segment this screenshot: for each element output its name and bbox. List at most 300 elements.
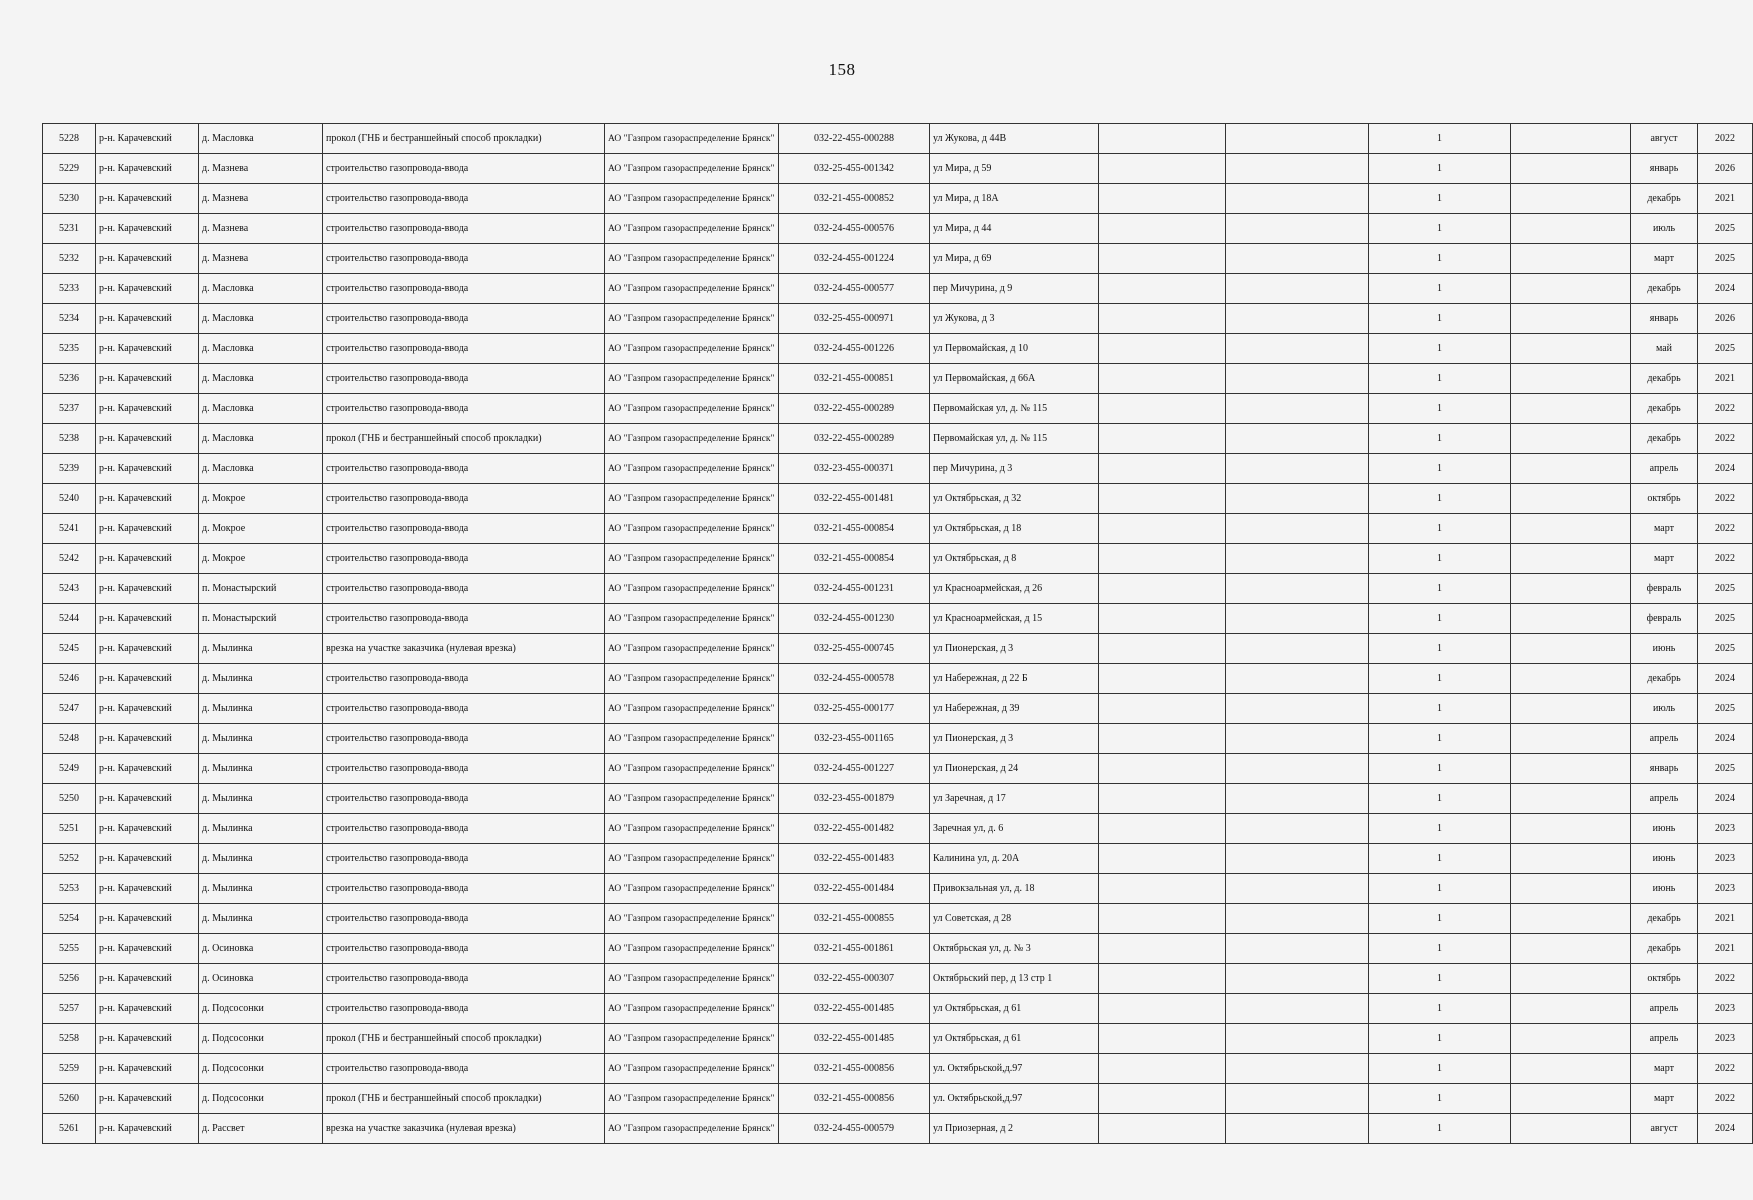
year-cell: 2025 xyxy=(1698,574,1753,604)
work-type-cell: строительство газопровода-ввода xyxy=(323,994,605,1024)
row-number: 5249 xyxy=(43,754,96,784)
table-row xyxy=(43,424,1753,454)
organization-cell: АО "Газпром газораспределение Брянск" xyxy=(605,754,779,784)
organization-cell: АО "Газпром газораспределение Брянск" xyxy=(605,664,779,694)
count-cell: 1 xyxy=(1369,484,1511,514)
table-row xyxy=(43,784,1753,814)
work-type-cell: строительство газопровода-ввода xyxy=(323,724,605,754)
row-number: 5254 xyxy=(43,904,96,934)
application-code-cell: 032-25-455-001342 xyxy=(779,154,930,184)
settlement-cell: д. Масловка xyxy=(199,364,323,394)
table-row xyxy=(43,544,1753,574)
month-cell: декабрь xyxy=(1631,664,1698,694)
empty-cell xyxy=(1099,514,1226,544)
application-code-cell: 032-21-455-000855 xyxy=(779,904,930,934)
application-code-cell: 032-24-455-001227 xyxy=(779,754,930,784)
empty-cell xyxy=(1511,814,1631,844)
table-row xyxy=(43,304,1753,334)
row-number: 5243 xyxy=(43,574,96,604)
empty-cell xyxy=(1511,634,1631,664)
settlement-cell: д. Масловка xyxy=(199,394,323,424)
month-cell: декабрь xyxy=(1631,364,1698,394)
settlement-cell: д. Мазнева xyxy=(199,184,323,214)
row-number: 5253 xyxy=(43,874,96,904)
address-cell: ул Мира, д 59 xyxy=(930,154,1099,184)
empty-cell xyxy=(1099,664,1226,694)
work-type-cell: строительство газопровода-ввода xyxy=(323,934,605,964)
work-type-cell: строительство газопровода-ввода xyxy=(323,514,605,544)
address-cell: пер Мичурина, д 9 xyxy=(930,274,1099,304)
table-row xyxy=(43,214,1753,244)
empty-cell xyxy=(1099,364,1226,394)
row-number: 5234 xyxy=(43,304,96,334)
district-cell: р-н. Карачевский xyxy=(96,694,199,724)
count-cell: 1 xyxy=(1369,874,1511,904)
address-cell: Первомайская ул, д. № 115 xyxy=(930,394,1099,424)
empty-cell xyxy=(1511,334,1631,364)
district-cell: р-н. Карачевский xyxy=(96,874,199,904)
address-cell: ул Первомайская, д 66А xyxy=(930,364,1099,394)
work-type-cell: строительство газопровода-ввода xyxy=(323,364,605,394)
row-number: 5233 xyxy=(43,274,96,304)
address-cell: Первомайская ул, д. № 115 xyxy=(930,424,1099,454)
count-cell: 1 xyxy=(1369,454,1511,484)
organization-cell: АО "Газпром газораспределение Брянск" xyxy=(605,964,779,994)
application-code-cell: 032-21-455-000854 xyxy=(779,514,930,544)
organization-cell: АО "Газпром газораспределение Брянск" xyxy=(605,454,779,484)
organization-cell: АО "Газпром газораспределение Брянск" xyxy=(605,814,779,844)
row-number: 5235 xyxy=(43,334,96,364)
empty-cell xyxy=(1099,814,1226,844)
empty-cell xyxy=(1511,394,1631,424)
district-cell: р-н. Карачевский xyxy=(96,1024,199,1054)
year-cell: 2024 xyxy=(1698,274,1753,304)
table-row xyxy=(43,484,1753,514)
row-number: 5241 xyxy=(43,514,96,544)
settlement-cell: д. Подсосонки xyxy=(199,994,323,1024)
district-cell: р-н. Карачевский xyxy=(96,184,199,214)
empty-cell xyxy=(1226,1024,1369,1054)
year-cell: 2022 xyxy=(1698,124,1753,154)
address-cell: ул Октябрьская, д 61 xyxy=(930,994,1099,1024)
empty-cell xyxy=(1511,784,1631,814)
application-code-cell: 032-21-455-000856 xyxy=(779,1084,930,1114)
empty-cell xyxy=(1511,754,1631,784)
row-number: 5230 xyxy=(43,184,96,214)
month-cell: декабрь xyxy=(1631,394,1698,424)
count-cell: 1 xyxy=(1369,1114,1511,1144)
address-cell: Октябрьская ул, д. № 3 xyxy=(930,934,1099,964)
empty-cell xyxy=(1226,994,1369,1024)
district-cell: р-н. Карачевский xyxy=(96,994,199,1024)
application-code-cell: 032-24-455-001230 xyxy=(779,604,930,634)
work-type-cell: строительство газопровода-ввода xyxy=(323,574,605,604)
address-cell: ул. Октябрьской,д.97 xyxy=(930,1054,1099,1084)
year-cell: 2021 xyxy=(1698,364,1753,394)
empty-cell xyxy=(1099,1084,1226,1114)
settlement-cell: п. Монастырский xyxy=(199,574,323,604)
work-type-cell: строительство газопровода-ввода xyxy=(323,904,605,934)
count-cell: 1 xyxy=(1369,574,1511,604)
empty-cell xyxy=(1099,304,1226,334)
district-cell: р-н. Карачевский xyxy=(96,544,199,574)
empty-cell xyxy=(1511,874,1631,904)
empty-cell xyxy=(1099,724,1226,754)
address-cell: ул Октябрьская, д 32 xyxy=(930,484,1099,514)
empty-cell xyxy=(1511,1024,1631,1054)
year-cell: 2025 xyxy=(1698,244,1753,274)
district-cell: р-н. Карачевский xyxy=(96,934,199,964)
district-cell: р-н. Карачевский xyxy=(96,154,199,184)
application-code-cell: 032-25-455-000177 xyxy=(779,694,930,724)
organization-cell: АО "Газпром газораспределение Брянск" xyxy=(605,274,779,304)
table-row xyxy=(43,754,1753,784)
month-cell: январь xyxy=(1631,304,1698,334)
application-code-cell: 032-22-455-001484 xyxy=(779,874,930,904)
empty-cell xyxy=(1099,124,1226,154)
address-cell: ул Октябрьская, д 61 xyxy=(930,1024,1099,1054)
count-cell: 1 xyxy=(1369,154,1511,184)
settlement-cell: д. Мокрое xyxy=(199,544,323,574)
month-cell: декабрь xyxy=(1631,184,1698,214)
settlement-cell: д. Осиновка xyxy=(199,964,323,994)
row-number: 5260 xyxy=(43,1084,96,1114)
table-row xyxy=(43,934,1753,964)
empty-cell xyxy=(1226,784,1369,814)
organization-cell: АО "Газпром газораспределение Брянск" xyxy=(605,334,779,364)
address-cell: ул Пионерская, д 3 xyxy=(930,634,1099,664)
work-type-cell: строительство газопровода-ввода xyxy=(323,214,605,244)
empty-cell xyxy=(1226,724,1369,754)
table-row xyxy=(43,514,1753,544)
empty-cell xyxy=(1511,364,1631,394)
row-number: 5248 xyxy=(43,724,96,754)
empty-cell xyxy=(1226,574,1369,604)
district-cell: р-н. Карачевский xyxy=(96,124,199,154)
month-cell: май xyxy=(1631,334,1698,364)
settlement-cell: п. Монастырский xyxy=(199,604,323,634)
settlement-cell: д. Мокрое xyxy=(199,484,323,514)
month-cell: февраль xyxy=(1631,604,1698,634)
empty-cell xyxy=(1226,124,1369,154)
application-code-cell: 032-24-455-001226 xyxy=(779,334,930,364)
settlement-cell: д. Мылинка xyxy=(199,904,323,934)
work-type-cell: строительство газопровода-ввода xyxy=(323,874,605,904)
empty-cell xyxy=(1511,304,1631,334)
empty-cell xyxy=(1511,484,1631,514)
organization-cell: АО "Газпром газораспределение Брянск" xyxy=(605,244,779,274)
table-row xyxy=(43,844,1753,874)
application-code-cell: 032-22-455-000307 xyxy=(779,964,930,994)
table-row xyxy=(43,124,1753,154)
year-cell: 2025 xyxy=(1698,604,1753,634)
work-type-cell: врезка на участке заказчика (нулевая врезка) xyxy=(323,634,605,664)
year-cell: 2024 xyxy=(1698,664,1753,694)
address-cell: ул Красноармейская, д 26 xyxy=(930,574,1099,604)
empty-cell xyxy=(1226,904,1369,934)
table-row xyxy=(43,814,1753,844)
month-cell: декабрь xyxy=(1631,274,1698,304)
district-cell: р-н. Карачевский xyxy=(96,304,199,334)
row-number: 5237 xyxy=(43,394,96,424)
empty-cell xyxy=(1099,1054,1226,1084)
district-cell: р-н. Карачевский xyxy=(96,514,199,544)
gas-connection-table xyxy=(42,123,1753,1144)
year-cell: 2023 xyxy=(1698,814,1753,844)
settlement-cell: д. Мылинка xyxy=(199,664,323,694)
address-cell: пер Мичурина, д 3 xyxy=(930,454,1099,484)
empty-cell xyxy=(1099,574,1226,604)
count-cell: 1 xyxy=(1369,274,1511,304)
month-cell: июнь xyxy=(1631,874,1698,904)
empty-cell xyxy=(1511,154,1631,184)
district-cell: р-н. Карачевский xyxy=(96,334,199,364)
settlement-cell: д. Мазнева xyxy=(199,244,323,274)
work-type-cell: строительство газопровода-ввода xyxy=(323,1054,605,1084)
year-cell: 2023 xyxy=(1698,994,1753,1024)
row-number: 5229 xyxy=(43,154,96,184)
district-cell: р-н. Карачевский xyxy=(96,604,199,634)
district-cell: р-н. Карачевский xyxy=(96,574,199,604)
count-cell: 1 xyxy=(1369,214,1511,244)
empty-cell xyxy=(1226,664,1369,694)
empty-cell xyxy=(1511,124,1631,154)
address-cell: ул Красноармейская, д 15 xyxy=(930,604,1099,634)
count-cell: 1 xyxy=(1369,394,1511,424)
organization-cell: АО "Газпром газораспределение Брянск" xyxy=(605,154,779,184)
count-cell: 1 xyxy=(1369,724,1511,754)
empty-cell xyxy=(1226,394,1369,424)
row-number: 5240 xyxy=(43,484,96,514)
row-number: 5255 xyxy=(43,934,96,964)
row-number: 5238 xyxy=(43,424,96,454)
work-type-cell: строительство газопровода-ввода xyxy=(323,484,605,514)
organization-cell: АО "Газпром газораспределение Брянск" xyxy=(605,784,779,814)
row-number: 5228 xyxy=(43,124,96,154)
application-code-cell: 032-22-455-000289 xyxy=(779,424,930,454)
address-cell: ул. Октябрьской,д.97 xyxy=(930,1084,1099,1114)
settlement-cell: д. Масловка xyxy=(199,124,323,154)
empty-cell xyxy=(1226,694,1369,724)
empty-cell xyxy=(1226,514,1369,544)
district-cell: р-н. Карачевский xyxy=(96,1054,199,1084)
organization-cell: АО "Газпром газораспределение Брянск" xyxy=(605,304,779,334)
settlement-cell: д. Масловка xyxy=(199,304,323,334)
organization-cell: АО "Газпром газораспределение Брянск" xyxy=(605,934,779,964)
settlement-cell: д. Мылинка xyxy=(199,724,323,754)
district-cell: р-н. Карачевский xyxy=(96,274,199,304)
month-cell: январь xyxy=(1631,754,1698,784)
empty-cell xyxy=(1226,964,1369,994)
district-cell: р-н. Карачевский xyxy=(96,904,199,934)
year-cell: 2022 xyxy=(1698,544,1753,574)
empty-cell xyxy=(1226,364,1369,394)
empty-cell xyxy=(1511,1114,1631,1144)
month-cell: апрель xyxy=(1631,784,1698,814)
application-code-cell: 032-23-455-000371 xyxy=(779,454,930,484)
empty-cell xyxy=(1099,244,1226,274)
row-number: 5232 xyxy=(43,244,96,274)
settlement-cell: д. Рассвет xyxy=(199,1114,323,1144)
month-cell: апрель xyxy=(1631,1024,1698,1054)
application-code-cell: 032-24-455-001231 xyxy=(779,574,930,604)
year-cell: 2024 xyxy=(1698,784,1753,814)
work-type-cell: строительство газопровода-ввода xyxy=(323,814,605,844)
work-type-cell: строительство газопровода-ввода xyxy=(323,244,605,274)
organization-cell: АО "Газпром газораспределение Брянск" xyxy=(605,1024,779,1054)
month-cell: июнь xyxy=(1631,844,1698,874)
organization-cell: АО "Газпром газораспределение Брянск" xyxy=(605,844,779,874)
empty-cell xyxy=(1099,754,1226,784)
organization-cell: АО "Газпром газораспределение Брянск" xyxy=(605,394,779,424)
settlement-cell: д. Мылинка xyxy=(199,874,323,904)
count-cell: 1 xyxy=(1369,1084,1511,1114)
year-cell: 2022 xyxy=(1698,394,1753,424)
count-cell: 1 xyxy=(1369,424,1511,454)
empty-cell xyxy=(1099,1114,1226,1144)
row-number: 5250 xyxy=(43,784,96,814)
organization-cell: АО "Газпром газораспределение Брянск" xyxy=(605,544,779,574)
count-cell: 1 xyxy=(1369,784,1511,814)
month-cell: март xyxy=(1631,544,1698,574)
empty-cell xyxy=(1099,994,1226,1024)
table-row xyxy=(43,184,1753,214)
work-type-cell: строительство газопровода-ввода xyxy=(323,334,605,364)
address-cell: ул Жукова, д 44В xyxy=(930,124,1099,154)
organization-cell: АО "Газпром газораспределение Брянск" xyxy=(605,424,779,454)
address-cell: ул Жукова, д 3 xyxy=(930,304,1099,334)
settlement-cell: д. Мылинка xyxy=(199,814,323,844)
district-cell: р-н. Карачевский xyxy=(96,394,199,424)
application-code-cell: 032-24-455-000577 xyxy=(779,274,930,304)
month-cell: апрель xyxy=(1631,724,1698,754)
settlement-cell: д. Осиновка xyxy=(199,934,323,964)
year-cell: 2022 xyxy=(1698,1084,1753,1114)
empty-cell xyxy=(1099,334,1226,364)
empty-cell xyxy=(1226,874,1369,904)
settlement-cell: д. Мазнева xyxy=(199,214,323,244)
empty-cell xyxy=(1511,214,1631,244)
district-cell: р-н. Карачевский xyxy=(96,844,199,874)
empty-cell xyxy=(1099,694,1226,724)
empty-cell xyxy=(1099,184,1226,214)
empty-cell xyxy=(1511,934,1631,964)
row-number: 5242 xyxy=(43,544,96,574)
year-cell: 2025 xyxy=(1698,214,1753,244)
month-cell: апрель xyxy=(1631,994,1698,1024)
count-cell: 1 xyxy=(1369,634,1511,664)
address-cell: ул Приозерная, д 2 xyxy=(930,1114,1099,1144)
settlement-cell: д. Масловка xyxy=(199,334,323,364)
year-cell: 2022 xyxy=(1698,514,1753,544)
empty-cell xyxy=(1511,1054,1631,1084)
organization-cell: АО "Газпром газораспределение Брянск" xyxy=(605,724,779,754)
address-cell: ул Мира, д 69 xyxy=(930,244,1099,274)
month-cell: январь xyxy=(1631,154,1698,184)
row-number: 5257 xyxy=(43,994,96,1024)
year-cell: 2025 xyxy=(1698,334,1753,364)
row-number: 5251 xyxy=(43,814,96,844)
empty-cell xyxy=(1511,844,1631,874)
empty-cell xyxy=(1099,964,1226,994)
application-code-cell: 032-24-455-001224 xyxy=(779,244,930,274)
table-row xyxy=(43,904,1753,934)
year-cell: 2022 xyxy=(1698,484,1753,514)
empty-cell xyxy=(1226,184,1369,214)
address-cell: Октябрьский пер, д 13 стр 1 xyxy=(930,964,1099,994)
year-cell: 2023 xyxy=(1698,874,1753,904)
table-row xyxy=(43,1054,1753,1084)
work-type-cell: строительство газопровода-ввода xyxy=(323,754,605,784)
address-cell: ул Октябрьская, д 8 xyxy=(930,544,1099,574)
application-code-cell: 032-22-455-001485 xyxy=(779,1024,930,1054)
empty-cell xyxy=(1099,934,1226,964)
empty-cell xyxy=(1226,814,1369,844)
empty-cell xyxy=(1511,724,1631,754)
organization-cell: АО "Газпром газораспределение Брянск" xyxy=(605,1114,779,1144)
count-cell: 1 xyxy=(1369,844,1511,874)
row-number: 5246 xyxy=(43,664,96,694)
month-cell: август xyxy=(1631,1114,1698,1144)
settlement-cell: д. Мылинка xyxy=(199,634,323,664)
empty-cell xyxy=(1099,844,1226,874)
count-cell: 1 xyxy=(1369,814,1511,844)
application-code-cell: 032-21-455-001861 xyxy=(779,934,930,964)
organization-cell: АО "Газпром газораспределение Брянск" xyxy=(605,694,779,724)
district-cell: р-н. Карачевский xyxy=(96,964,199,994)
count-cell: 1 xyxy=(1369,964,1511,994)
work-type-cell: строительство газопровода-ввода xyxy=(323,274,605,304)
empty-cell xyxy=(1226,274,1369,304)
district-cell: р-н. Карачевский xyxy=(96,814,199,844)
address-cell: ул Пионерская, д 24 xyxy=(930,754,1099,784)
table-row xyxy=(43,964,1753,994)
year-cell: 2024 xyxy=(1698,454,1753,484)
table-row xyxy=(43,154,1753,184)
table-row xyxy=(43,364,1753,394)
row-number: 5231 xyxy=(43,214,96,244)
row-number: 5244 xyxy=(43,604,96,634)
empty-cell xyxy=(1226,154,1369,184)
row-number: 5258 xyxy=(43,1024,96,1054)
district-cell: р-н. Карачевский xyxy=(96,634,199,664)
organization-cell: АО "Газпром газораспределение Брянск" xyxy=(605,1084,779,1114)
empty-cell xyxy=(1226,754,1369,784)
address-cell: ул Заречная, д 17 xyxy=(930,784,1099,814)
count-cell: 1 xyxy=(1369,124,1511,154)
application-code-cell: 032-21-455-000856 xyxy=(779,1054,930,1084)
table-row xyxy=(43,334,1753,364)
row-number: 5245 xyxy=(43,634,96,664)
empty-cell xyxy=(1099,484,1226,514)
year-cell: 2025 xyxy=(1698,694,1753,724)
count-cell: 1 xyxy=(1369,364,1511,394)
district-cell: р-н. Карачевский xyxy=(96,424,199,454)
empty-cell xyxy=(1511,574,1631,604)
empty-cell xyxy=(1099,214,1226,244)
application-code-cell: 032-22-455-000288 xyxy=(779,124,930,154)
settlement-cell: д. Мазнева xyxy=(199,154,323,184)
district-cell: р-н. Карачевский xyxy=(96,724,199,754)
district-cell: р-н. Карачевский xyxy=(96,664,199,694)
count-cell: 1 xyxy=(1369,244,1511,274)
year-cell: 2026 xyxy=(1698,154,1753,184)
application-code-cell: 032-25-455-000745 xyxy=(779,634,930,664)
empty-cell xyxy=(1099,424,1226,454)
table-row xyxy=(43,994,1753,1024)
year-cell: 2024 xyxy=(1698,1114,1753,1144)
table-row xyxy=(43,604,1753,634)
